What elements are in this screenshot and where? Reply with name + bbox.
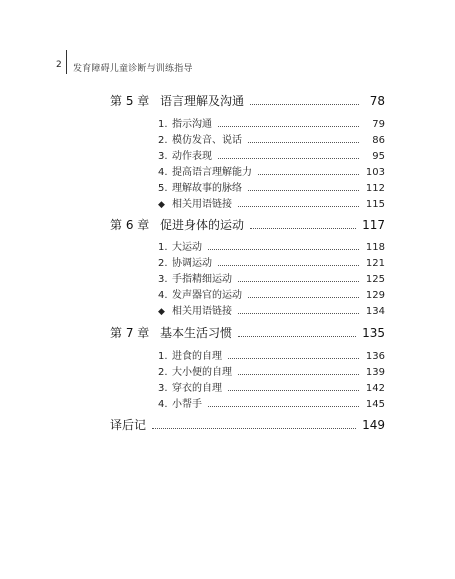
item-number: 4. bbox=[158, 399, 168, 410]
item-title: 理解故事的脉络 bbox=[172, 183, 242, 194]
dot-leader bbox=[238, 206, 359, 207]
item-title: 动作表现 bbox=[172, 151, 212, 162]
item-title: 模仿发音、说话 bbox=[172, 135, 242, 146]
item-number: 2. bbox=[158, 258, 168, 269]
dot-leader bbox=[248, 142, 359, 143]
page-ref: 135 bbox=[362, 326, 385, 340]
item-number: 1. bbox=[158, 242, 168, 253]
chapter-title: 基本生活习惯 bbox=[160, 326, 233, 340]
dot-leader bbox=[248, 297, 359, 298]
diamond-bullet-icon: ◆ bbox=[158, 200, 165, 210]
item-number: 3. bbox=[158, 383, 168, 394]
item-title: 相关用语链接 bbox=[172, 306, 232, 317]
chapter-label: 第 5 章 bbox=[110, 94, 150, 108]
page-ref: 136 bbox=[365, 351, 385, 362]
dot-leader bbox=[238, 336, 356, 337]
chapter-5-entry[interactable] bbox=[110, 92, 385, 109]
toc-item[interactable] bbox=[158, 395, 385, 410]
item-number: 1. bbox=[158, 119, 168, 130]
chapter-7-entry[interactable] bbox=[110, 324, 385, 341]
toc-item[interactable] bbox=[158, 270, 385, 285]
item-number: 2. bbox=[158, 135, 168, 146]
toc-item[interactable] bbox=[158, 347, 385, 362]
toc-item[interactable] bbox=[158, 363, 385, 378]
page-ref: 149 bbox=[362, 418, 385, 432]
page-ref: 95 bbox=[372, 151, 385, 162]
toc-item[interactable] bbox=[158, 115, 385, 130]
dot-leader bbox=[228, 390, 359, 391]
dot-leader bbox=[250, 104, 359, 105]
dot-leader bbox=[208, 406, 359, 407]
item-title: 手指精细运动 bbox=[172, 274, 232, 285]
toc-item[interactable] bbox=[158, 379, 385, 394]
toc-item[interactable] bbox=[158, 302, 385, 317]
book-title: 发育障碍儿童诊断与训练指导 bbox=[73, 64, 193, 74]
item-number: 5. bbox=[158, 183, 168, 194]
afterword-title: 译后记 bbox=[110, 418, 147, 432]
toc-item[interactable] bbox=[158, 195, 385, 210]
toc-item[interactable] bbox=[158, 163, 385, 178]
page-ref: 115 bbox=[365, 199, 385, 210]
chapter-title: 语言理解及沟通 bbox=[160, 94, 245, 108]
dot-leader bbox=[238, 313, 359, 314]
item-title: 大小便的自理 bbox=[172, 367, 232, 378]
page-ref: 129 bbox=[365, 290, 385, 301]
page-ref: 103 bbox=[365, 167, 385, 178]
item-number: 2. bbox=[158, 367, 168, 378]
item-title: 穿衣的自理 bbox=[172, 383, 222, 394]
dot-leader bbox=[152, 428, 356, 429]
toc-item[interactable] bbox=[158, 238, 385, 253]
item-number: 4. bbox=[158, 290, 168, 301]
page-ref: 86 bbox=[372, 135, 385, 146]
toc-item[interactable] bbox=[158, 131, 385, 146]
toc-item[interactable] bbox=[158, 179, 385, 194]
item-title: 指示沟通 bbox=[172, 119, 212, 130]
page-ref: 121 bbox=[365, 258, 385, 269]
page-ref: 112 bbox=[365, 183, 385, 194]
page-ref: 142 bbox=[365, 383, 385, 394]
item-title: 进食的自理 bbox=[172, 351, 222, 362]
dot-leader bbox=[238, 281, 359, 282]
afterword-entry[interactable] bbox=[110, 416, 385, 433]
item-number: 3. bbox=[158, 274, 168, 285]
dot-leader bbox=[228, 358, 359, 359]
item-number: 1. bbox=[158, 351, 168, 362]
toc-item[interactable] bbox=[158, 286, 385, 301]
page-ref: 78 bbox=[369, 94, 385, 108]
item-title: 发声器官的运动 bbox=[172, 290, 242, 301]
page-number: 2 bbox=[56, 60, 62, 70]
dot-leader bbox=[258, 174, 359, 175]
chapter-title: 促进身体的运动 bbox=[160, 218, 245, 232]
diamond-bullet-icon: ◆ bbox=[158, 307, 165, 317]
dot-leader bbox=[238, 374, 359, 375]
item-title: 相关用语链接 bbox=[172, 199, 232, 210]
page-ref: 117 bbox=[362, 218, 385, 232]
item-number: 3. bbox=[158, 151, 168, 162]
dot-leader bbox=[218, 265, 359, 266]
item-title: 协调运动 bbox=[172, 258, 212, 269]
page-ref: 79 bbox=[372, 119, 385, 130]
item-title: 小帮手 bbox=[172, 399, 202, 410]
page-ref: 125 bbox=[365, 274, 385, 285]
item-number: 4. bbox=[158, 167, 168, 178]
chapter-label: 第 6 章 bbox=[110, 218, 150, 232]
dot-leader bbox=[218, 126, 359, 127]
page-ref: 134 bbox=[365, 306, 385, 317]
dot-leader bbox=[218, 158, 359, 159]
page-ref: 139 bbox=[365, 367, 385, 378]
dot-leader bbox=[250, 228, 356, 229]
dot-leader bbox=[208, 249, 359, 250]
page-ref: 145 bbox=[365, 399, 385, 410]
toc-item[interactable] bbox=[158, 254, 385, 269]
page-ref: 118 bbox=[365, 242, 385, 253]
item-title: 提高语言理解能力 bbox=[172, 167, 252, 178]
chapter-label: 第 7 章 bbox=[110, 326, 150, 340]
item-title: 大运动 bbox=[172, 242, 202, 253]
toc-item[interactable] bbox=[158, 147, 385, 162]
chapter-6-entry[interactable] bbox=[110, 216, 385, 233]
dot-leader bbox=[248, 190, 359, 191]
